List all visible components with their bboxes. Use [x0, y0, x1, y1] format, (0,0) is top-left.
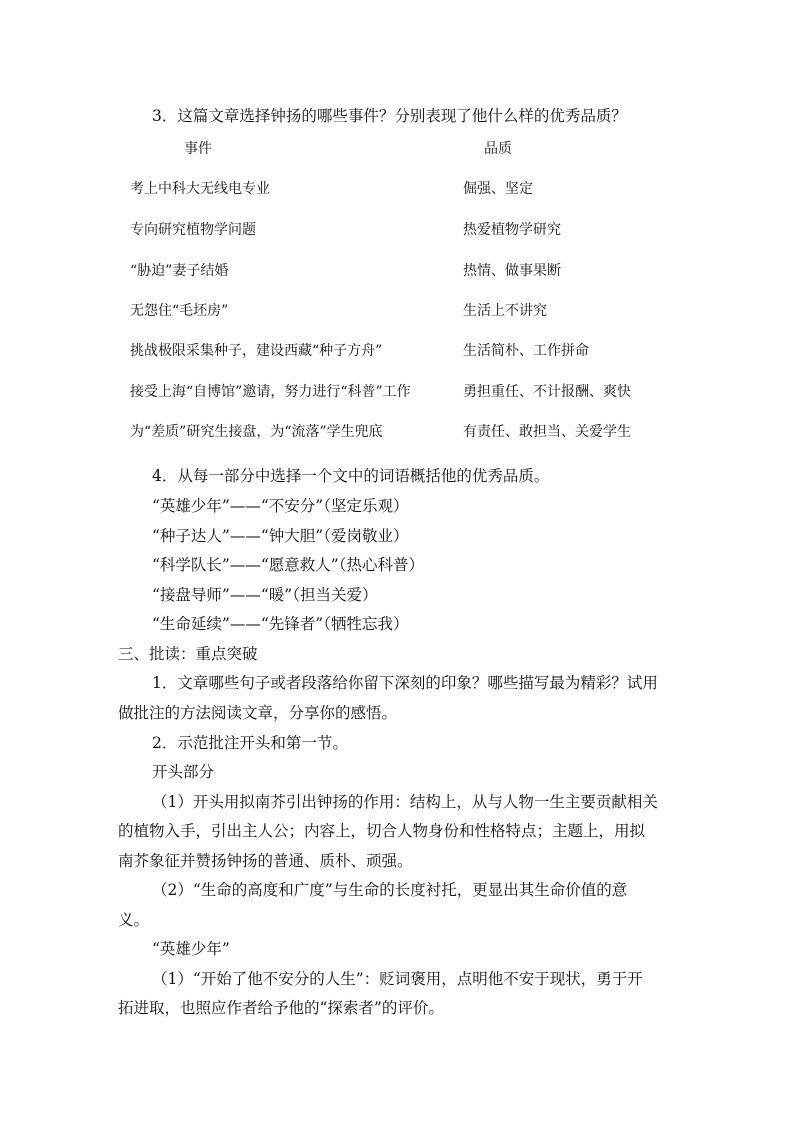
paragraph-line: 拓进取，也照应作者给予他的“探索者”的评价。 [118, 999, 444, 1017]
table-row-event: 无怨住“毛坯房” [130, 303, 229, 319]
paragraph-line: 做批注的方法阅读文章，分享你的感悟。 [118, 704, 398, 722]
paragraph-line: 义。 [118, 911, 150, 929]
table-row-event: 为“差质”研究生接盘，为“流落”学生兜底 [130, 424, 383, 440]
table-row-event: 接受上海“自博馆”邀请，努力进行“科普”工作 [130, 384, 411, 400]
table-row-quality: 勇担重任、不计报酬、爽快 [463, 384, 631, 400]
table-row-event: 考上中科大无线电专业 [130, 181, 270, 197]
paragraph-line: 南芥象征并赞扬钟扬的普通、质朴、顽强。 [118, 852, 413, 870]
table-row-event: “胁迫”妻子结婚 [130, 263, 229, 279]
sub-heading: “英雄少年” [152, 940, 230, 958]
table-row-event: 专向研究植物学问题 [130, 222, 256, 238]
table-row-quality: 热情、做事果断 [463, 263, 561, 279]
paragraph-line: （1）开头用拟南芥引出钟扬的作用：结构上，从与人物一生主要贡献相关 [152, 793, 658, 811]
question-4: 4．从每一部分中选择一个文中的词语概括他的优秀品质。 [152, 467, 550, 485]
paragraph-line: （2）“生命的高度和广度”与生命的长度衬托，更显出其生命价值的意 [152, 881, 628, 899]
paragraph-line: 的植物入手，引出主人公；内容上，切合人物身份和性格特点；主题上，用拟 [118, 822, 646, 840]
table-row-quality: 生活上不讲究 [463, 303, 547, 319]
list-item: “英雄少年”——“不安分”（坚定乐观） [152, 497, 409, 515]
list-item: “接盘导师”——“暖”（担当关爱） [152, 586, 378, 604]
table-row-quality: 生活简朴、工作拼命 [463, 343, 589, 359]
section-heading: 三、批读：重点突破 [118, 645, 258, 663]
question-3: 3．这篇文章选择钟扬的哪些事件？分别表现了他什么样的优秀品质？ [152, 107, 627, 125]
list-item: “科学队长”——“愿意救人”（热心科普） [152, 556, 424, 574]
paragraph-line: 1．文章哪些句子或者段落给你留下深刻的印象？哪些描写最为精彩？试用 [152, 674, 658, 692]
table-row-quality: 倔强、坚定 [463, 181, 533, 197]
sub-heading: 开头部分 [152, 763, 215, 781]
list-item: “生命延续”——“先锋者”（牺牲忘我） [152, 615, 409, 633]
paragraph-line: 2．示范批注开头和第一节。 [152, 734, 348, 752]
list-item: “种子达人”——“钟大胆”（爱岗敬业） [152, 527, 409, 545]
table-row-quality: 有责任、敢担当、关爱学生 [463, 424, 631, 440]
table-row-event: 挑战极限采集种子，建设西藏“种子方舟” [130, 343, 383, 359]
table-row-quality: 热爱植物学研究 [463, 222, 561, 238]
table-header-quality: 品质 [484, 141, 512, 157]
paragraph-line: （1）“开始了他不安分的人生”：贬词褒用，点明他不安于现状，勇于开 [152, 970, 643, 988]
table-header-event: 事件 [184, 141, 212, 157]
